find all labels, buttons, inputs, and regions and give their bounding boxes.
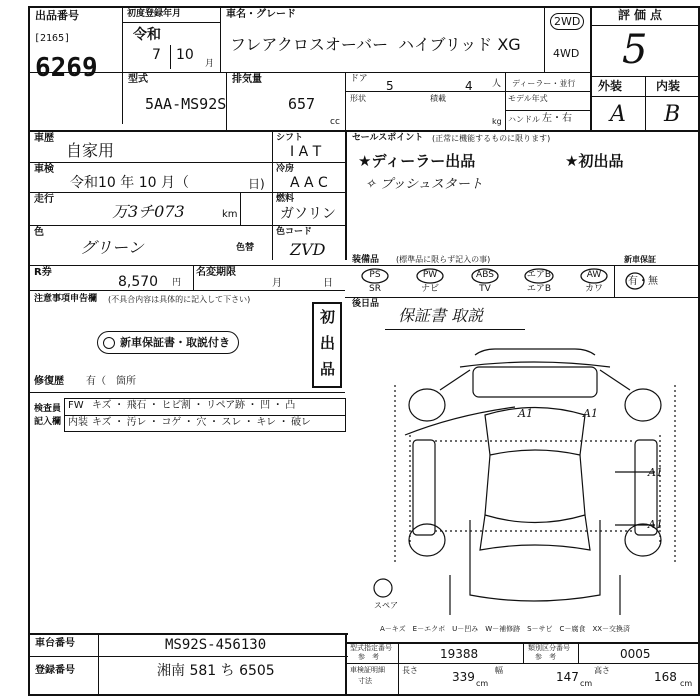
inspection-value: 令和10 年 10 月（ [70, 175, 189, 191]
ext-score: A [610, 102, 626, 127]
lot-number: 6269 [35, 53, 98, 83]
sales-sub: (正常に機能するものに限ります) [432, 134, 551, 143]
sales-label: セールスポイント [352, 133, 424, 143]
equip-leather: カワ [584, 284, 603, 294]
car-damage-diagram [365, 345, 700, 620]
lot-sub: [2165] [34, 33, 71, 44]
shape-label: 形状 [350, 94, 366, 103]
tax-value: 8,570 [118, 274, 159, 290]
load-unit: kg [492, 117, 502, 126]
height-label: 高さ [594, 666, 610, 675]
warranty-value: 有・無 [628, 276, 658, 287]
cc-value: 657 [288, 95, 316, 113]
door-value: 5 [386, 79, 394, 93]
model-year-label: モデル年式 [508, 94, 548, 103]
category-value: 0005 [620, 647, 651, 661]
int-label: 内装 [656, 79, 681, 93]
length-label: 長さ [402, 666, 418, 675]
equip-ps: PS [369, 270, 381, 280]
equip-airbag-2: エアB [526, 284, 552, 294]
first-char-3: 品 [320, 360, 336, 378]
designation-label: 型式指定番号 [350, 644, 392, 652]
cc-unit: cc [330, 117, 340, 127]
cap-unit: 人 [492, 79, 502, 89]
plate-label: 登録番号 [35, 665, 75, 676]
ac-value: A A C [290, 175, 328, 191]
damage-mark-3: A1 [648, 466, 663, 479]
drive-2wd: 2WD [550, 13, 584, 30]
reg-label: 初度登録年月 [127, 9, 182, 19]
width-unit: cm [580, 679, 593, 688]
door-label: ドア [350, 74, 368, 84]
damage-mark-1: A1 [518, 407, 533, 420]
notes-sub: (不具合内容は具体的に記入して下さい) [108, 295, 251, 304]
color-code-label: 色コード [276, 227, 313, 237]
repair-label: 修復歴 [34, 376, 64, 387]
fuel-value: ガソリン [280, 206, 336, 222]
car-grade: ハイブリッド XG [398, 35, 521, 54]
length-unit: cm [476, 679, 489, 688]
car-model: フレアクロスオーバー [230, 35, 389, 54]
reg-month-unit: 月 [205, 59, 215, 69]
name-change-month: 月 [272, 278, 282, 289]
name-change-day: 日 [323, 278, 333, 289]
height-unit: cm [680, 679, 693, 688]
color-code: ZVD [290, 240, 326, 259]
notes-label: 注意事項申告欄 [34, 294, 98, 304]
name-change-label: 名変期限 [196, 267, 236, 278]
fuel-label: 燃料 [276, 194, 295, 204]
equip-label: 装備品 [352, 255, 380, 265]
shift-value: I A T [290, 144, 322, 160]
equip-aw: AW [586, 270, 602, 280]
color-value: グリーン [80, 238, 144, 257]
handle-label: ハンドル [508, 115, 540, 124]
check-row1: キズ ・ 飛石 ・ ヒビ割 ・ リペア跡 ・ 凹 ・ 凸 [92, 400, 295, 411]
reg-era: 令和 [133, 27, 161, 43]
damage-mark-2: A1 [583, 407, 598, 420]
equip-abs: ABS [476, 270, 494, 280]
sales-point-2: ★初出品 [565, 152, 624, 170]
category-label: 類別区分番号 [528, 644, 570, 652]
dims-label: 車検証明細 [350, 666, 385, 674]
type-label: 型式 [128, 74, 148, 85]
warranty-stamp [97, 331, 239, 354]
ac-label: 冷房 [276, 164, 295, 174]
mileage-unit: km [222, 209, 238, 220]
color-label: 色 [34, 227, 44, 238]
stamp-text: 新車保証書・取説付き [120, 336, 230, 349]
check-row2-label: 内装 [68, 417, 88, 428]
dims-sub: 寸法 [358, 677, 372, 685]
color-swap-label: 色替 [236, 243, 255, 253]
check-label-1: 検査員 [34, 404, 62, 414]
reg-year: 7 [152, 47, 161, 63]
designation-value: 19388 [440, 647, 479, 661]
chassis-value: MS92S-456130 [165, 637, 267, 653]
equip-tv: TV [479, 284, 491, 294]
sales-point-3-text: プッシュスタート [380, 177, 483, 192]
first-listing-box [312, 302, 342, 388]
check-row1-label: FW [68, 400, 84, 411]
length-value: 339 [452, 670, 475, 684]
lot-label: 出品番号 [35, 9, 79, 22]
equip-sub: (標準品に限らず記入の事) [396, 255, 491, 264]
height-value: 168 [654, 670, 677, 684]
first-char-1: 初 [320, 308, 336, 326]
cap-value: 4 [465, 79, 473, 93]
repair-value: 有（ 箇所 [86, 376, 136, 387]
after-value: 保証書 取説 [398, 306, 484, 325]
inspection-close: 日) [248, 177, 265, 191]
equip-sr: SR [369, 284, 381, 294]
shift-label: シフト [276, 133, 304, 143]
ext-label: 外装 [598, 79, 623, 93]
sales-point-3: ✧ プッシュスタート [365, 177, 483, 192]
name-label: 車名・グレード [226, 9, 296, 20]
inspection-label: 車検 [34, 164, 54, 175]
equip-airbag: エアB [526, 270, 552, 280]
mileage-value: 万3チ073 [112, 202, 185, 221]
score-value: 5 [622, 27, 648, 73]
mileage-label: 走行 [34, 194, 54, 205]
check-row2: キズ ・ 汚レ ・ コゲ ・ 穴 ・ スレ ・ キレ ・ 破レ [92, 417, 311, 428]
tax-label: R券 [34, 267, 52, 278]
sales-point-1: ★ディーラー出品 [358, 152, 476, 170]
plate-value: 湘南 581 ち 6505 [157, 663, 275, 679]
type-value: 5AA-MS92S [145, 95, 227, 113]
spare-label: スペア [374, 601, 398, 610]
equip-navi: ナビ [420, 284, 439, 294]
tax-unit: 円 [172, 278, 182, 288]
int-score: B [664, 102, 681, 127]
chassis-label: 車台番号 [35, 638, 75, 649]
width-value: 147 [556, 670, 579, 684]
damage-legend: A－キズ E－エクボ U－凹み W－補修跡 S－サビ C－腐食 XX－交換済 [380, 625, 631, 633]
score-label: 評価点 [618, 8, 667, 22]
first-char-2: 出 [320, 334, 336, 352]
history-value: 自家用 [66, 141, 115, 160]
reg-month: 10 [176, 47, 194, 63]
equip-pw: PW [422, 270, 438, 280]
cc-label: 排気量 [232, 74, 262, 85]
after-label: 後日品 [352, 299, 380, 309]
width-label: 幅 [495, 666, 503, 675]
damage-mark-4: A1 [648, 518, 663, 531]
load-label: 積載 [430, 94, 446, 103]
category-sub: 参 考 [535, 653, 556, 661]
stamp-icon [103, 337, 115, 349]
history-label: 車歴 [34, 133, 54, 144]
handle-value: 左・右 [542, 113, 572, 124]
designation-sub: 参 考 [358, 653, 379, 661]
dealer-label: ディーラー・並行 [512, 79, 576, 88]
check-label-2: 記入欄 [34, 417, 62, 427]
warranty-label: 新車保証 [624, 255, 656, 264]
drive-4wd: 4WD [553, 47, 580, 60]
